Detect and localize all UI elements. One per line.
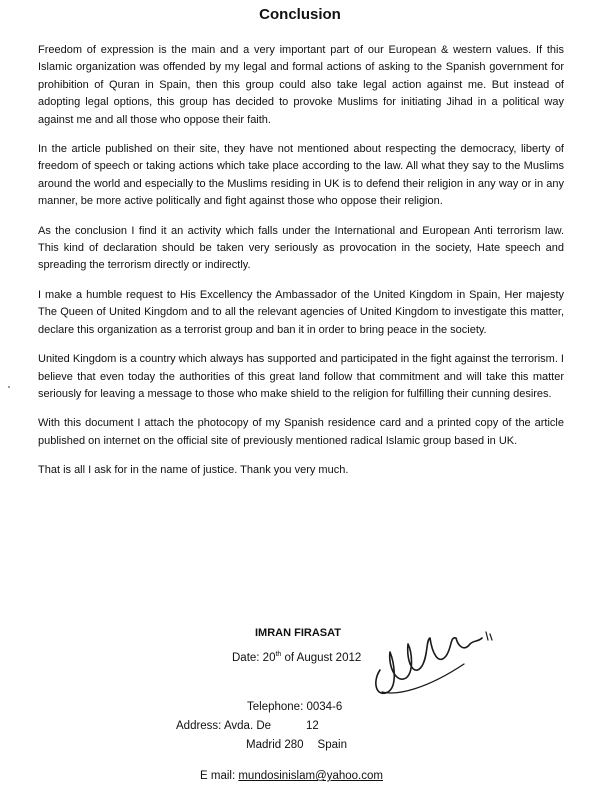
paragraph: With this document I attach the photocopy of my Spanish residence card and a printed copy of the article published on internet on the official site of previously mentioned radical Islamic group based in UK. [38,417,564,447]
date-ordinal: th [275,651,282,658]
address-city [246,739,347,751]
date-suffix: of August 2012 [281,651,362,664]
signer-name: IMRAN FIRASAT [255,627,341,639]
paragraph: Freedom of expression is the main and a very important part of our European & western values. If this Islamic organization was offended by my legal and formal actions of asking to the Spanish government for prohibition of Quran in Spain, then this group could also take legal action against me. But instead of adopting legal options, this group has decided to provoke Muslims for initiating Jihad in a political way against me and all those who oppose their faith. [38,44,564,126]
page-title: Conclusion [259,6,341,23]
signature-date [232,651,361,664]
paragraph: United Kingdom is a country which always has supported and participated in the fight against the terrorism. I believe that even today the authorities of this great land follow that commitment and will take this matter seriously for leaving a message to those who make shield to the religion for fulfilling their cunning desires. [38,353,564,400]
scan-speck [8,386,10,388]
email-line [200,770,383,782]
letter-body [38,42,564,492]
paragraph: In the article published on their site, they have not mentioned about respecting the democracy, liberty of freedom of speech or taking actions which take place according to the law. All what they say to the Muslims around the world and especially to the Muslims residing in UK is to defend their religion in any way or in any manner, be more active politically and fight against those who oppose their religion. [38,143,564,208]
handwritten-signature [368,622,498,702]
address-street: Address: Avda. De [176,720,272,732]
paragraph: I make a humble request to His Excellency the Ambassador of the United Kingdom in Spain, Her majesty The Queen of United Kingdom and to all the relevant agencies of United Kingdom to investigate this matter, declare this organization as a terrorist group and ban it in order to bring peace in the society. [38,288,564,336]
date-prefix: Date: 20 [232,651,276,664]
country: Spain [317,739,347,751]
address-number: 12 [306,720,319,732]
paragraph: That is all I ask for in the name of justice. Thank you very much. [38,464,349,477]
paragraph: As the conclusion I find it an activity which falls under the International and European Anti terrorism law. This kind of declaration should be taken very seriously as provocation in the society, Hate speech and spreading the terrorism directly or indirectly. [38,224,564,272]
city: Madrid 280 [246,739,304,751]
email-link[interactable]: mundosinislam@yahoo.com [238,770,383,782]
email-label: E mail: [200,770,239,782]
telephone: Telephone: 0034-6 [247,701,343,713]
address [176,720,319,732]
